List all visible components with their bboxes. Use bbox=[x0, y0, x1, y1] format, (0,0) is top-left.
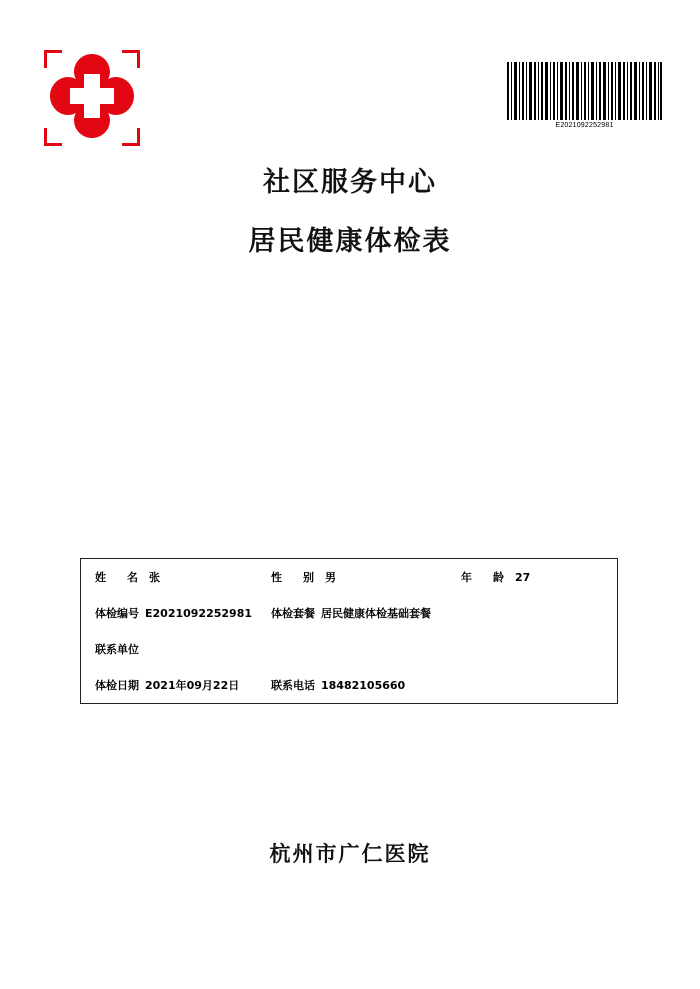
field-contact-unit-label: 联系单位 bbox=[95, 643, 139, 656]
patient-info-box bbox=[80, 558, 618, 704]
field-exam-package-label: 体检套餐 bbox=[271, 607, 315, 620]
field-exam-number bbox=[95, 605, 271, 621]
page-title bbox=[0, 160, 700, 258]
field-exam-package bbox=[271, 605, 431, 621]
field-phone-label: 联系电话 bbox=[271, 679, 315, 692]
title-line-1: 社区服务中心 bbox=[263, 167, 437, 198]
field-gender-label: 性 别 bbox=[271, 571, 319, 584]
field-name bbox=[95, 569, 271, 585]
red-cross-hospital-logo-icon bbox=[42, 48, 142, 148]
field-gender bbox=[271, 569, 461, 585]
barcode-icon bbox=[507, 62, 662, 120]
field-name-value: 张 bbox=[149, 571, 160, 584]
field-exam-date-value: 2021年09月22日 bbox=[145, 679, 240, 692]
field-exam-number-value: E2021092252981 bbox=[145, 607, 253, 620]
hospital-name: 杭州市广仁医院 bbox=[269, 842, 431, 866]
field-age bbox=[461, 569, 530, 585]
info-row bbox=[81, 631, 617, 667]
title-line-2: 居民健康体检表 bbox=[248, 226, 452, 257]
field-gender-value: 男 bbox=[325, 571, 336, 584]
field-phone bbox=[271, 677, 405, 693]
field-age-value: 27 bbox=[515, 571, 531, 584]
barcode bbox=[507, 62, 662, 129]
field-name-label: 姓 名 bbox=[95, 571, 143, 584]
info-row bbox=[81, 595, 617, 631]
field-age-label: 年 龄 bbox=[461, 571, 509, 584]
info-row bbox=[81, 559, 617, 595]
field-contact-unit bbox=[95, 641, 271, 657]
barcode-number: E2021092252981 bbox=[555, 122, 614, 129]
field-exam-date bbox=[95, 677, 271, 693]
info-row bbox=[81, 667, 617, 703]
field-phone-value: 18482105660 bbox=[321, 679, 406, 692]
field-exam-package-value: 居民健康体检基础套餐 bbox=[321, 607, 431, 620]
field-exam-number-label: 体检编号 bbox=[95, 607, 139, 620]
field-exam-date-label: 体检日期 bbox=[95, 679, 139, 692]
